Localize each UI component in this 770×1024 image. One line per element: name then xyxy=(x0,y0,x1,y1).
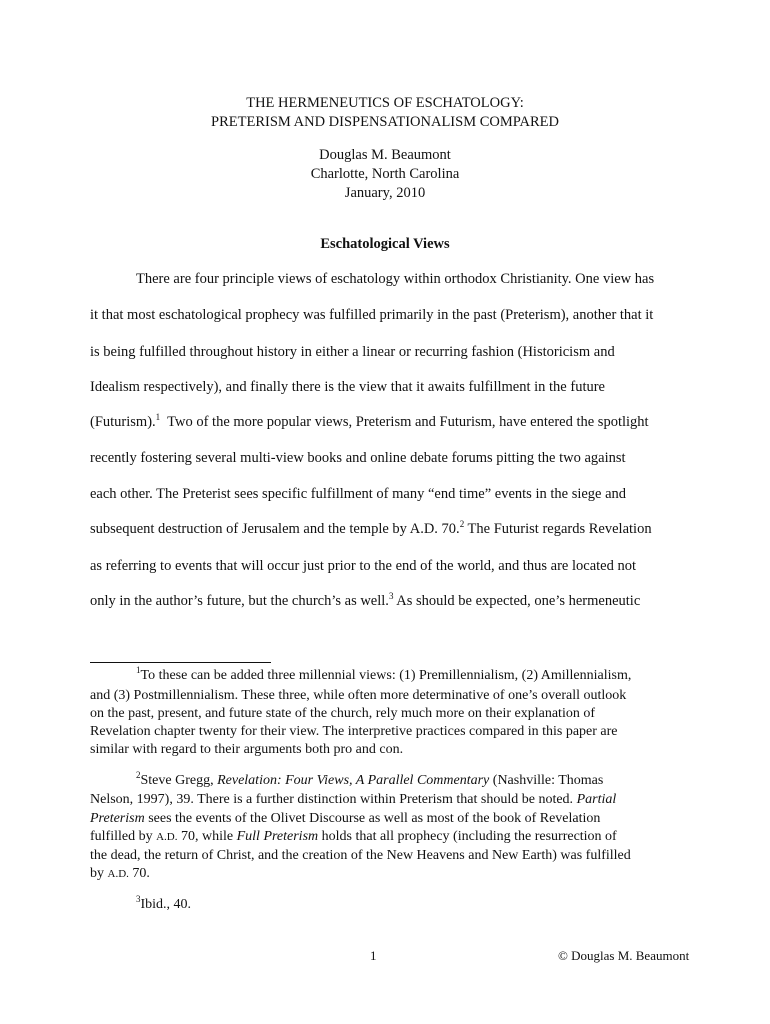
emphasis-text: Full Preterism xyxy=(236,829,319,844)
page-number: 1 xyxy=(370,948,377,963)
footnote-text: fulfilled by xyxy=(90,829,157,844)
footnote-line: on the past, present, and future state of the church, rely much more on their explanation of xyxy=(90,706,595,721)
author-block xyxy=(0,146,770,203)
footnote-line xyxy=(90,792,616,808)
body-text: only in the author’s future, but the church’s as well. xyxy=(90,593,389,609)
body-text: Two of the more popular views, Preterism and Futurism, have entered the spotlight xyxy=(160,414,649,430)
footnote-text: sees the events of the Olivet Discourse as well as most of the book of Revelation xyxy=(144,811,601,826)
footnote-text: Ibid., 40. xyxy=(140,897,192,912)
body-line: Idealism respectively), and finally there is the view that it awaits fulfillment in the future xyxy=(90,379,605,395)
footnote-line: and (3) Postmillennialism. These three, while often more determinative of one’s overall outlook xyxy=(90,688,627,703)
footnote-text: 70, while xyxy=(177,829,237,844)
author-location: Charlotte, North Carolina xyxy=(310,166,460,182)
small-caps-text: A.D. xyxy=(156,831,178,843)
footnote-line: the dead, the return of Christ, and the creation of the New Heavens and New Earth) was fulfilled xyxy=(90,848,631,863)
footnote-number: 2 xyxy=(136,770,141,780)
author-name: Douglas M. Beaumont xyxy=(319,147,451,163)
section-heading: Eschatological Views xyxy=(320,236,450,252)
footnote-text: holds that all prophecy (including the resurrection of xyxy=(318,829,617,844)
body-text: The Futurist regards Revelation xyxy=(464,521,652,537)
emphasis-text: Preterism xyxy=(90,811,145,826)
footnote-2 xyxy=(136,770,604,789)
document-date: January, 2010 xyxy=(344,185,426,201)
emphasis-text: Partial xyxy=(576,792,617,807)
body-line: each other. The Preterist sees specific fulfillment of many “end time” events in the siege and xyxy=(90,486,627,502)
footnote-ref-1[interactable]: 1 xyxy=(155,412,161,422)
body-line: as referring to events that will occur just prior to the end of the world, and thus are located not xyxy=(90,558,637,574)
footnote-separator xyxy=(90,662,271,663)
title-line-1: THE HERMENEUTICS OF ESCHATOLOGY: xyxy=(246,95,524,111)
document-title xyxy=(0,94,770,132)
copyright-notice: © Douglas M. Beaumont xyxy=(558,948,690,963)
body-line xyxy=(90,521,652,538)
small-caps-text: A.D. xyxy=(107,868,129,880)
footnote-text: 70. xyxy=(128,866,150,881)
body-line: recently fostering several multi-view books and online debate forums pitting the two against xyxy=(90,450,626,466)
footnote-text: by xyxy=(90,866,108,881)
footnote-number: 3 xyxy=(136,894,141,904)
book-title: Revelation: Four Views, A Parallel Commentary xyxy=(217,773,490,788)
body-line xyxy=(90,414,649,431)
body-line: is being fulfilled throughout history in either a linear or recurring fashion (Historicism and xyxy=(90,344,615,360)
title-line-2: PRETERISM AND DISPENSATIONALISM COMPARED xyxy=(211,114,559,130)
body-line xyxy=(90,593,640,610)
footnote-number: 1 xyxy=(136,665,141,675)
footnote-text: To these can be added three millennial views: (1) Premillennialism, (2) Amillennialism, xyxy=(140,668,632,683)
footnote-text: Steve Gregg, xyxy=(140,773,218,788)
body-line: it that most eschatological prophecy was fulfilled primarily in the past (Preterism), another that it xyxy=(90,307,654,323)
body-text: As should be expected, one’s hermeneutic xyxy=(393,593,641,609)
footnote-1 xyxy=(136,665,632,684)
body-text: (Futurism). xyxy=(90,414,156,430)
footnote-text: (Nashville: Thomas xyxy=(489,773,604,788)
body-text: subsequent destruction of Jerusalem and the temple by A.D. 70. xyxy=(90,521,460,537)
footnote-line: similar with regard to their arguments both pro and con. xyxy=(90,742,404,757)
footnote-3 xyxy=(136,894,192,913)
footnote-line xyxy=(90,866,150,882)
footnote-line xyxy=(90,829,617,845)
body-line: There are four principle views of eschatology within orthodox Christianity. One view has xyxy=(136,271,655,287)
footnote-ref-3[interactable]: 3 xyxy=(388,591,394,601)
footnote-line: Revelation chapter twenty for their view. The interpretive practices compared in this paper are xyxy=(90,724,618,739)
footnote-ref-2[interactable]: 2 xyxy=(459,519,465,529)
footnote-text: Nelson, 1997), 39. There is a further distinction within Preterism that should be noted. xyxy=(90,792,577,807)
footnote-line xyxy=(90,811,600,827)
